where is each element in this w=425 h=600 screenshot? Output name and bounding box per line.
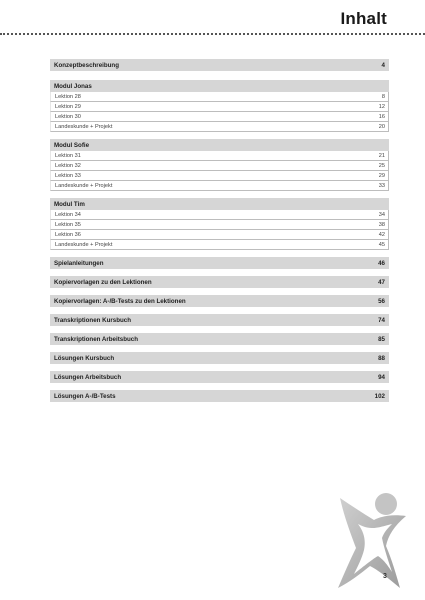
module-group-sofie <box>50 139 389 191</box>
toc-entry-label: Kopiervorlagen zu den Lektionen <box>54 278 152 286</box>
lesson-page: 34 <box>378 211 385 218</box>
lesson-row[interactable] <box>50 161 389 171</box>
lesson-page: 12 <box>378 103 385 110</box>
module-header[interactable] <box>50 139 389 151</box>
toc-entry-label: Lösungen Kursbuch <box>54 354 115 362</box>
module-title: Modul Tim <box>54 200 85 208</box>
toc-entry-page: 88 <box>378 354 385 362</box>
toc-entry-page: 56 <box>378 297 385 305</box>
toc-entry-page: 94 <box>378 373 385 381</box>
lesson-row[interactable] <box>50 92 389 102</box>
lesson-page: 21 <box>378 152 385 159</box>
toc-entry-section[interactable] <box>50 352 389 364</box>
toc-entry-label: Transkriptionen Kursbuch <box>54 316 132 324</box>
lesson-label: Landeskunde + Projekt <box>55 182 113 189</box>
toc-entry-intro[interactable] <box>50 59 389 71</box>
toc-entry-label: Lösungen Arbeitsbuch <box>54 373 122 381</box>
toc-entry-section[interactable] <box>50 371 389 383</box>
toc-entry-label: Spielanleitungen <box>54 259 104 267</box>
toc-entry-page: 46 <box>378 259 385 267</box>
toc-entry-section[interactable] <box>50 257 389 269</box>
toc-entry-page: 74 <box>378 316 385 324</box>
lesson-row[interactable] <box>50 240 389 250</box>
toc-entry-section[interactable] <box>50 314 389 326</box>
lesson-label: Landeskunde + Projekt <box>55 241 113 248</box>
module-group-tim <box>50 198 389 250</box>
toc-entry-section[interactable] <box>50 390 389 402</box>
lesson-label: Lektion 31 <box>55 152 81 159</box>
lesson-label: Lektion 33 <box>55 172 81 179</box>
module-header[interactable] <box>50 198 389 210</box>
lesson-page: 45 <box>378 241 385 248</box>
module-title: Modul Sofie <box>54 141 90 149</box>
lesson-row[interactable] <box>50 112 389 122</box>
module-group-jonas <box>50 80 389 132</box>
lesson-label: Lektion 35 <box>55 221 81 228</box>
lesson-page: 38 <box>378 221 385 228</box>
lesson-page: 8 <box>381 93 385 100</box>
lesson-label: Lektion 32 <box>55 162 81 169</box>
lesson-page: 42 <box>378 231 385 238</box>
figure-logo-icon <box>334 486 410 590</box>
lesson-page: 29 <box>378 172 385 179</box>
lesson-row[interactable] <box>50 230 389 240</box>
lesson-row[interactable] <box>50 151 389 161</box>
toc-entry-section[interactable] <box>50 276 389 288</box>
lesson-page: 16 <box>378 113 385 120</box>
lesson-label: Lektion 28 <box>55 93 81 100</box>
table-of-contents <box>50 59 389 402</box>
lesson-label: Lektion 29 <box>55 103 81 110</box>
module-header[interactable] <box>50 80 389 92</box>
lesson-label: Landeskunde + Projekt <box>55 123 113 130</box>
lesson-row[interactable] <box>50 122 389 132</box>
toc-entry-page: 85 <box>378 335 385 343</box>
lesson-page: 20 <box>378 123 385 130</box>
toc-entry-section[interactable] <box>50 295 389 307</box>
toc-entry-section[interactable] <box>50 333 389 345</box>
toc-entry-page: 47 <box>378 278 385 286</box>
module-title: Modul Jonas <box>54 82 92 90</box>
lesson-page: 25 <box>378 162 385 169</box>
page-title: Inhalt <box>340 9 387 28</box>
page-number: 3 <box>383 573 387 580</box>
toc-entry-label: Kopiervorlagen: A-/B-Tests zu den Lektionen <box>54 297 186 305</box>
toc-entry-page: 4 <box>381 61 385 69</box>
lesson-row[interactable] <box>50 102 389 112</box>
lesson-row[interactable] <box>50 220 389 230</box>
lesson-label: Lektion 30 <box>55 113 81 120</box>
dotted-divider <box>0 33 425 35</box>
toc-entry-label: Lösungen A-/B-Tests <box>54 392 116 400</box>
lesson-row[interactable] <box>50 210 389 220</box>
toc-entry-label: Konzeptbeschreibung <box>54 61 119 69</box>
lesson-label: Lektion 34 <box>55 211 81 218</box>
lesson-label: Lektion 36 <box>55 231 81 238</box>
lesson-row[interactable] <box>50 171 389 181</box>
toc-entry-label: Transkriptionen Arbeitsbuch <box>54 335 139 343</box>
lesson-page: 33 <box>378 182 385 189</box>
lesson-row[interactable] <box>50 181 389 191</box>
toc-entry-page: 102 <box>374 392 385 400</box>
